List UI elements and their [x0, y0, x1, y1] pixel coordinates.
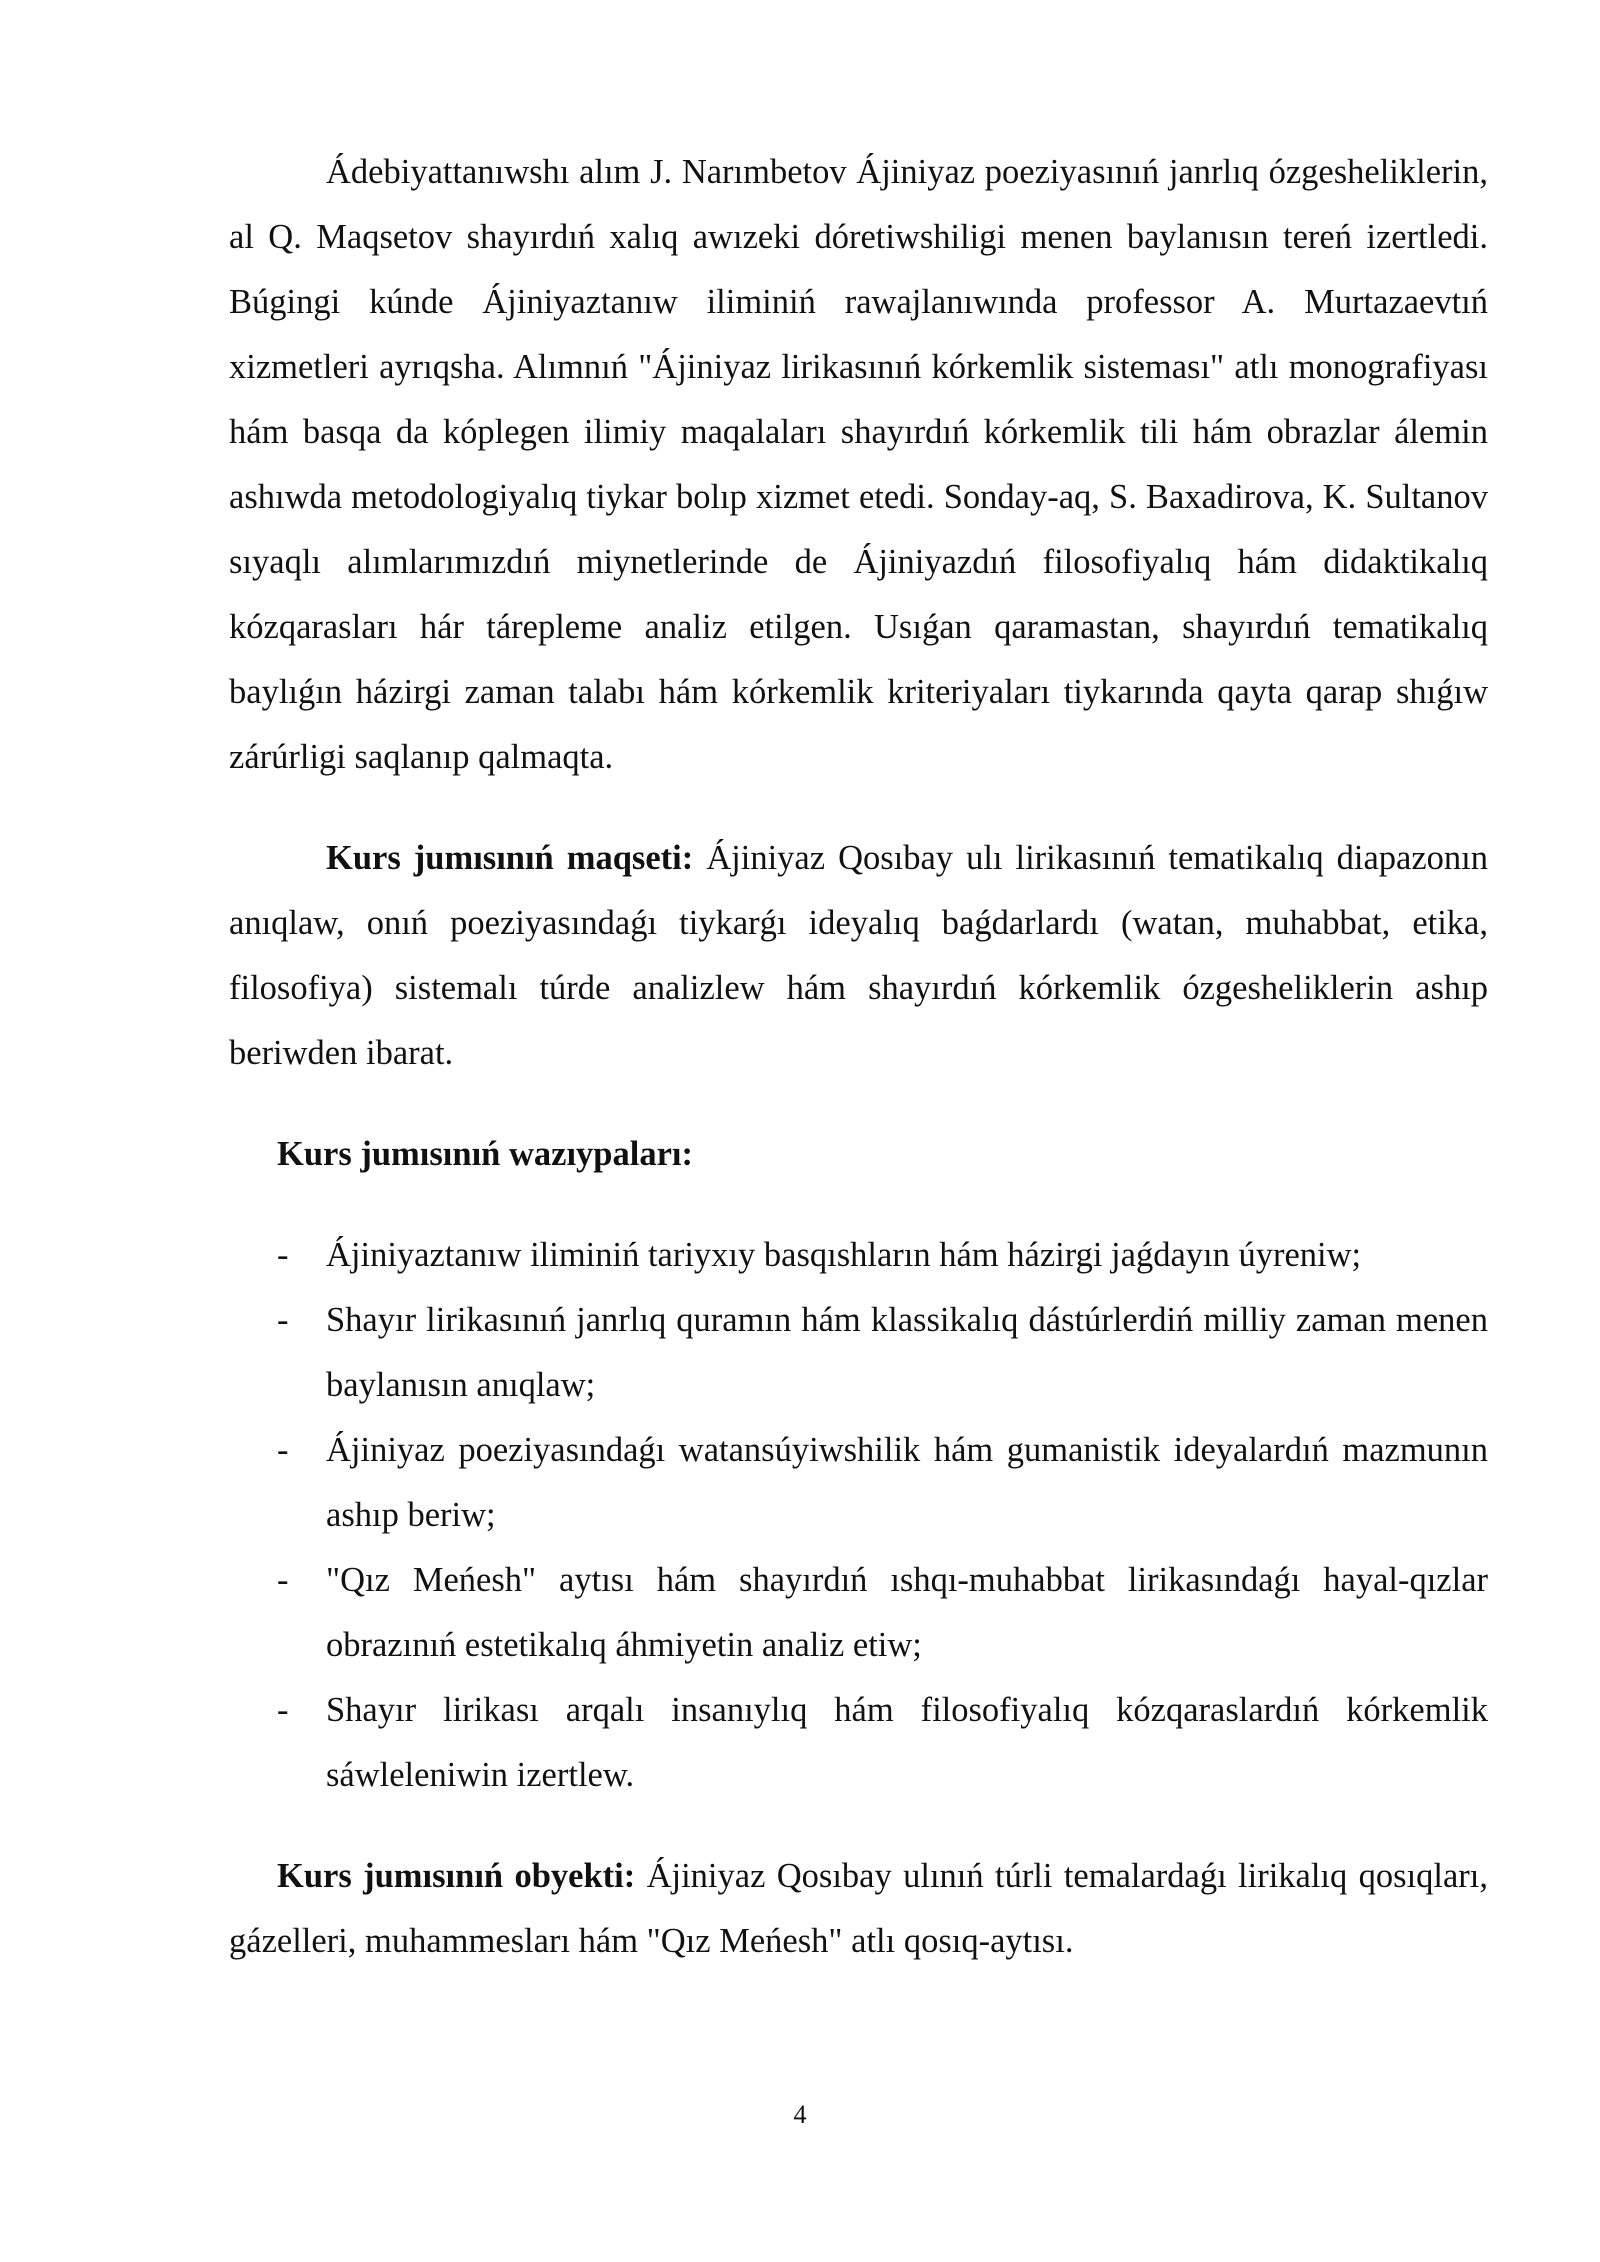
- aim-text: Ájiniyaz Qosıbay ulı lirikasınıń tematikalıq diapazonın anıqlaw, onıń poeziyasındaǵı tiykarǵı ideyalıq baǵdarlardı (watan, muhabbat, etika, filosofiya) sistemalı túrde analizlew hám shayırdıń kórkemlik ózgesheliklerin ashıp beriwden ibarat.: [229, 839, 1488, 1072]
- list-item-text: Ájiniyaztanıw iliminiń tariyxıy basqıshların hám házirgi jaǵdayın úyreniw;: [326, 1236, 1362, 1274]
- list-dash: -: [277, 1691, 289, 1729]
- list-item-text: Ájiniyaz poeziyasındaǵı watansúyiwshilik hám gumanistik ideyalardıń mazmunın ashıp beriw;: [326, 1431, 1488, 1534]
- list-item: [229, 1288, 1488, 1418]
- spacer: [229, 1086, 1488, 1122]
- list-item-text: Shayır lirikası arqalı insanıylıq hám filosofiyalıq kózqaraslardıń kórkemlik sáwleleniwin izertlew.: [326, 1691, 1488, 1794]
- intro-paragraph: Ádebiyattanıwshı alım J. Narımbetov Ájiniyaz poeziyasınıń janrlıq ózgesheliklerin, al Q. Maqsetov shayırdıń xalıq awızeki dóretiwshiligi menen baylanısın tereń izertledi. Búgingi kúnde Ájiniyaztanıw iliminiń rawajlanıwında professor A. Murtazaevtıń xizmetleri ayrıqsha. Alımnıń "Ájiniyaz lirikasınıń kórkemlik sisteması" atlı monografiyası hám basqa da kóplegen ilimiy maqalaları shayırdıń kórkemlik tili hám obrazlar álemin ashıwda metodologiyalıq tiykar bolıp xizmet etedi. Sonday-aq, S. Baxadirova, K. Sultanov sıyaqlı alımlarımızdıń miynetlerinde de Ájiniyazdıń filosofiyalıq hám didaktikalıq kózqarasları hár tárepleme analiz etilgen. Usıǵan qaramastan, shayırdıń tematikalıq baylıǵın házirgi zaman talabı hám kórkemlik kriteriyaları tiykarında qayta qarap shıǵıw zárúrligi saqlanıp qalmaqta.: [229, 153, 1488, 776]
- list-dash: -: [277, 1236, 289, 1274]
- list-item: [229, 1223, 1488, 1288]
- aim-paragraph: [229, 826, 1488, 1086]
- object-paragraph: [229, 1844, 1488, 1974]
- object-label: Kurs jumısınıń obyekti:: [277, 1857, 636, 1895]
- tasks-list: [229, 1223, 1488, 1808]
- list-dash: -: [277, 1561, 289, 1599]
- object-text: Ájiniyaz Qosıbay ulınıń túrli temalardaǵı lirikalıq qosıqları, gázelleri, muhammesları hám "Qız Meńesh" atlı qosıq-aytısı.: [229, 1857, 1488, 1960]
- list-dash: -: [277, 1431, 289, 1469]
- spacer: [229, 790, 1488, 826]
- list-item: [229, 1418, 1488, 1548]
- aim-label: Kurs jumısınıń maqseti:: [326, 839, 694, 877]
- document-page: [229, 140, 1488, 1974]
- list-item: [229, 1548, 1488, 1678]
- list-item-text: "Qız Meńesh" aytısı hám shayırdıń ıshqı-muhabbat lirikasındaǵı hayal-qızlar obrazınıń estetikalıq áhmiyetin analiz etiw;: [326, 1561, 1488, 1664]
- spacer: [229, 1808, 1488, 1844]
- page-number: 4: [793, 2100, 807, 2129]
- list-item-text: Shayır lirikasınıń janrlıq quramın hám klassikalıq dástúrlerdiń milliy zaman menen baylanısın anıqlaw;: [326, 1301, 1488, 1404]
- spacer: [229, 1187, 1488, 1223]
- list-item: [229, 1678, 1488, 1808]
- list-dash: -: [277, 1301, 289, 1339]
- tasks-heading: Kurs jumısınıń wazıypaları:: [277, 1135, 693, 1173]
